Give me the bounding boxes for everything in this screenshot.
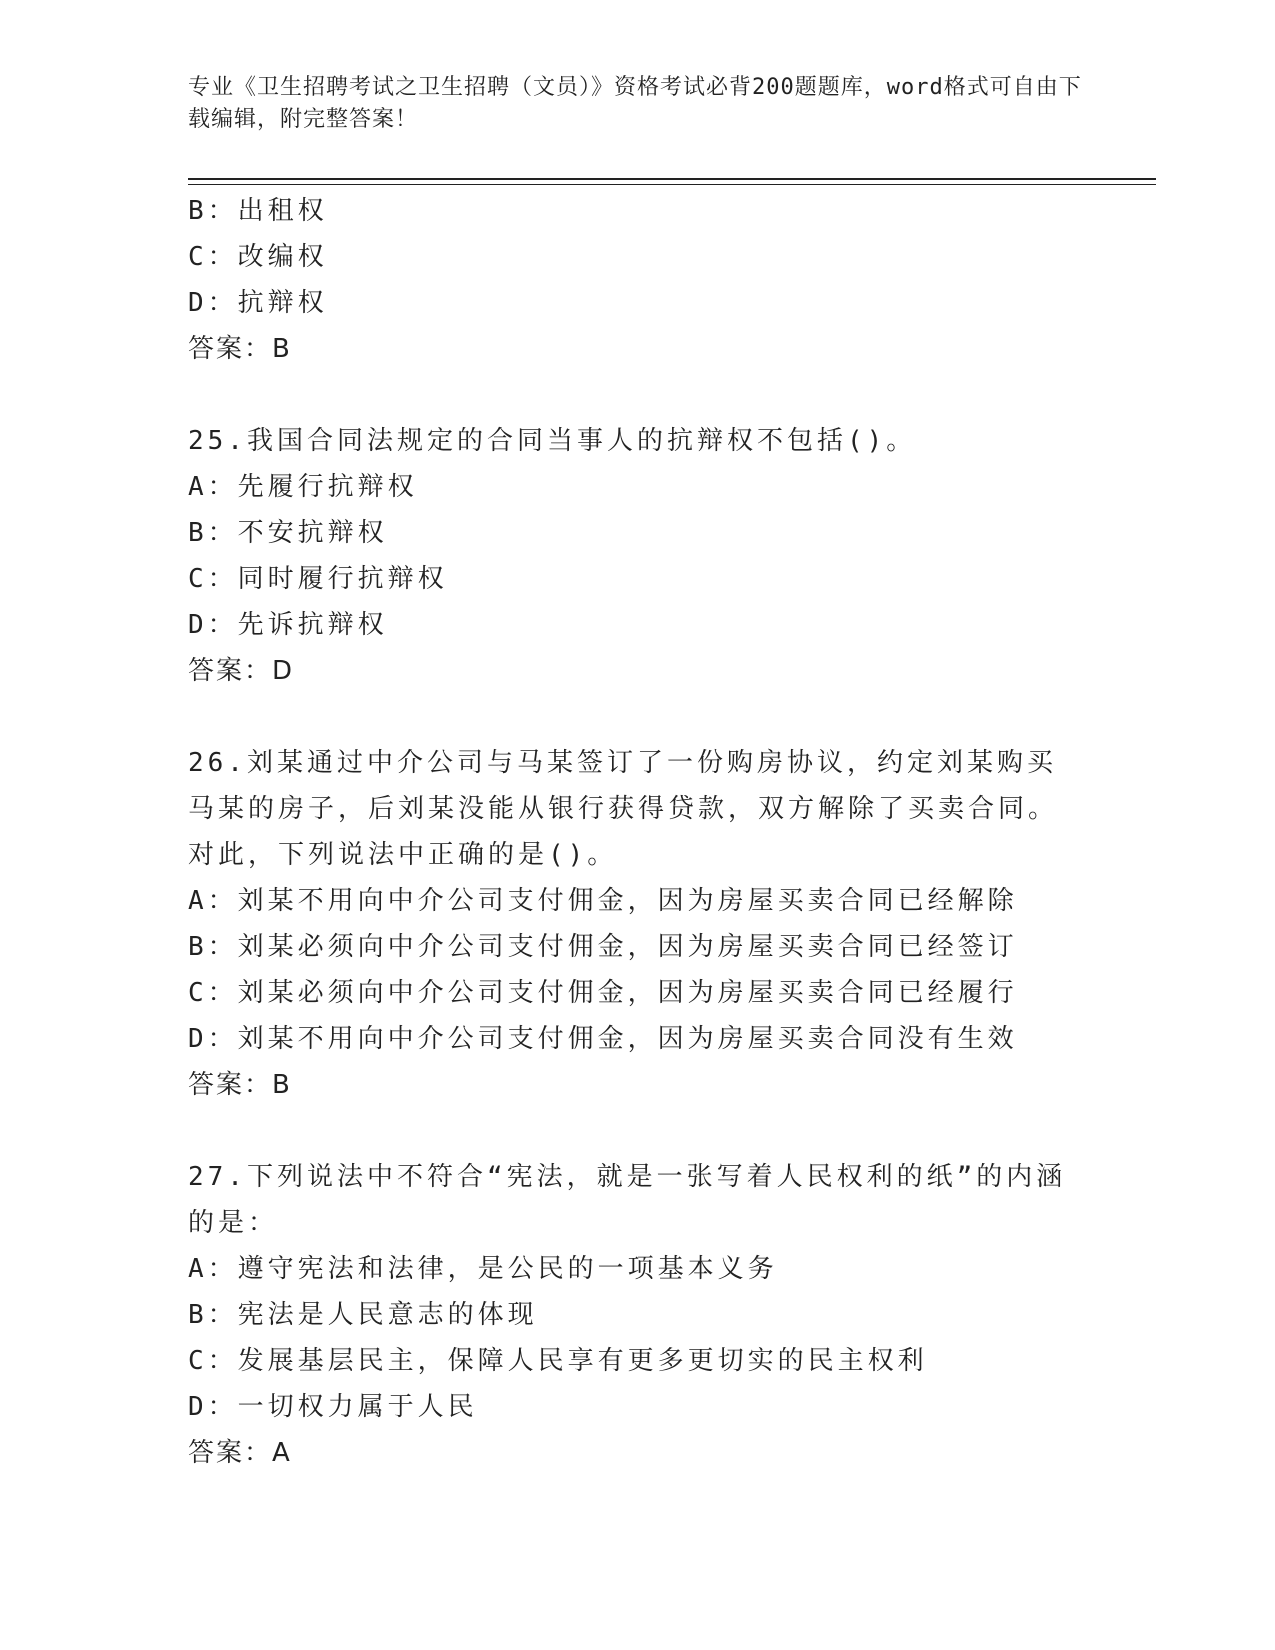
- option-b: B：宪法是人民意志的体现: [188, 1300, 538, 1330]
- question-block-27: [188, 1154, 1088, 1476]
- document-body: [188, 188, 1088, 1476]
- option-c: C：发展基层民主，保障人民享有更多更切实的民主权利: [188, 1346, 928, 1376]
- prev-question-block: [188, 188, 1088, 372]
- option-d: D：一切权力属于人民: [188, 1392, 478, 1422]
- option-a: A：刘某不用向中介公司支付佣金，因为房屋买卖合同已经解除: [188, 886, 1018, 916]
- answer-line: 答案：A: [188, 1438, 292, 1468]
- option-c: C：刘某必须向中介公司支付佣金，因为房屋买卖合同已经履行: [188, 978, 1018, 1008]
- header-rule-thin: [188, 184, 1156, 185]
- option-b: B：出租权: [188, 196, 328, 226]
- document-header: 专业《卫生招聘考试之卫生招聘（文员）》资格考试必背200题题库，word格式可自由下载编辑，附完整答案！: [188, 75, 1082, 132]
- option-b: B：刘某必须向中介公司支付佣金，因为房屋买卖合同已经签订: [188, 932, 1018, 962]
- option-d: D：抗辩权: [188, 288, 328, 318]
- question-stem: 26.刘某通过中介公司与马某签订了一份购房协议，约定刘某购买马某的房子，后刘某没能从银行获得贷款，双方解除了买卖合同。对此，下列说法中正确的是()。: [188, 748, 1059, 870]
- option-b: B：不安抗辩权: [188, 518, 388, 548]
- question-block-26: [188, 740, 1088, 1108]
- question-stem: 25.我国合同法规定的合同当事人的抗辩权不包括()。: [188, 426, 917, 456]
- answer-line: 答案：B: [188, 334, 292, 364]
- question-block-25: [188, 418, 1088, 694]
- question-stem: 27.下列说法中不符合“宪法，就是一张写着人民权利的纸”的内涵的是：: [188, 1162, 1067, 1238]
- option-c: C：同时履行抗辩权: [188, 564, 448, 594]
- option-d: D：先诉抗辩权: [188, 610, 388, 640]
- option-d: D：刘某不用向中介公司支付佣金，因为房屋买卖合同没有生效: [188, 1024, 1018, 1054]
- option-a: A：遵守宪法和法律，是公民的一项基本义务: [188, 1254, 778, 1284]
- header-rule-thick: [188, 178, 1156, 180]
- option-a: A：先履行抗辩权: [188, 472, 418, 502]
- answer-line: 答案：B: [188, 1070, 292, 1100]
- option-c: C：改编权: [188, 242, 328, 272]
- answer-line: 答案：D: [188, 656, 295, 686]
